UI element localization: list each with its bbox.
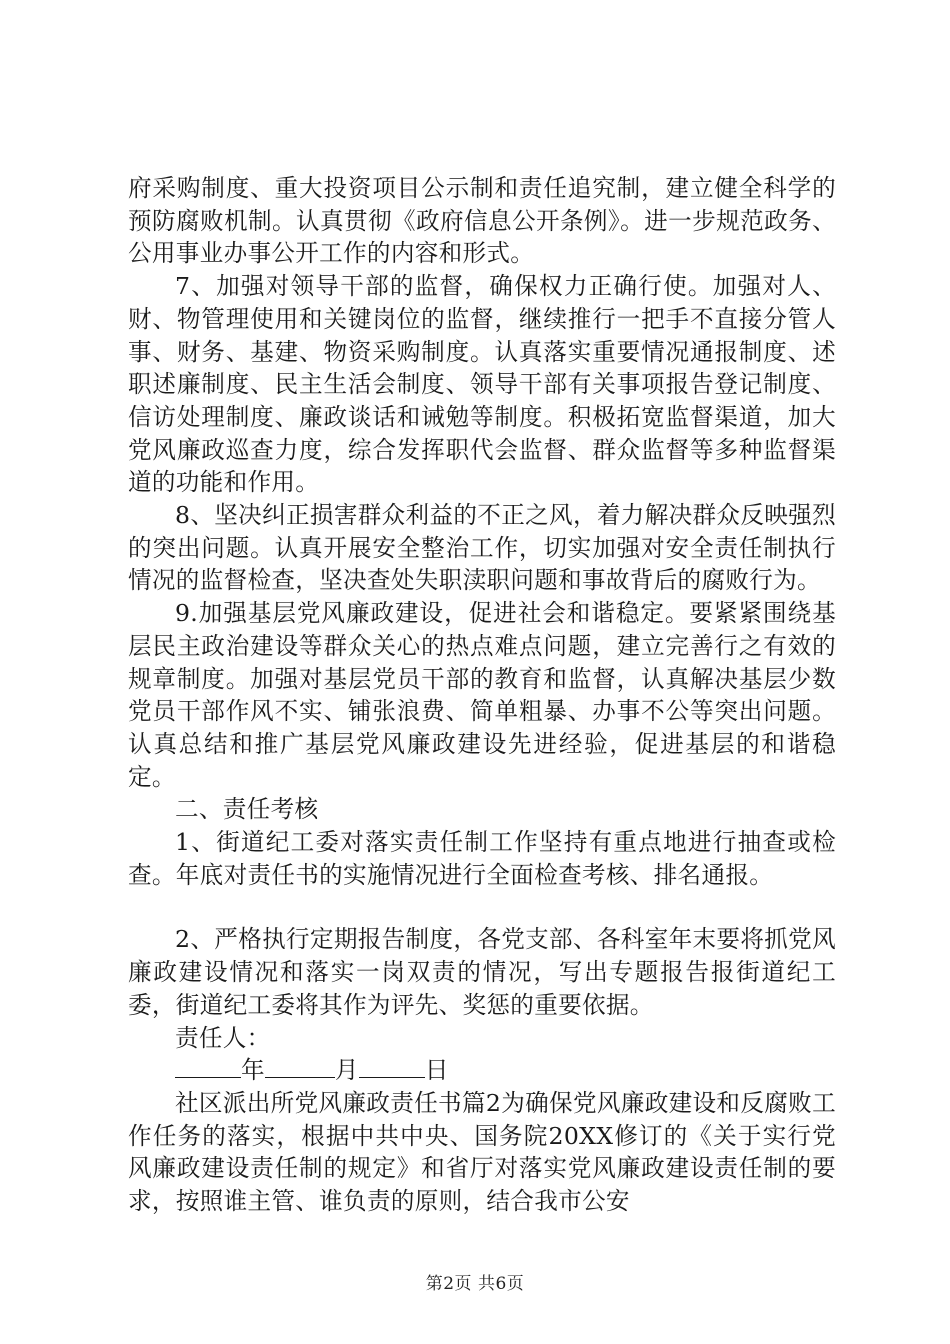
day-label: 日 [424,1056,449,1085]
year-blank [175,1055,241,1078]
date-line [128,1054,836,1087]
paragraph-continuation: 府采购制度、重大投资项目公示制和责任追究制，建立健全科学的预防腐败机制。认真贯彻《政府信息公开条例》。进一步规范政务、公用事业办事公开工作的内容和形式。 [128,174,836,268]
month-label: 月 [334,1056,359,1085]
paragraph-assessment-1: 1、街道纪工委对落实责任制工作坚持有重点地进行抽查或检查。年底对责任书的实施情况进行全面检查考核、排名通报。 [128,828,836,889]
day-blank [359,1055,425,1078]
paragraph-item-9: 9.加强基层党风廉政建设，促进社会和谐稳定。要紧紧围绕基层民主政治建设等群众关心的热点难点问题，建立完善行之有效的规章制度。加强对基层党员干部的教育和监督，认真解决基层少数党员干部作风不实、铺张浪费、简单粗暴、办事不公等突出问题。认真总结和推广基层党风廉政建设先进经验，促进基层的和谐稳定。 [128,599,836,791]
paragraph-item-8: 8、坚决纠正损害群众利益的不正之风，着力解决群众反映强烈的突出问题。认真开展安全整治工作，切实加强对安全责任制执行情况的监督检查，坚决查处失职渎职问题和事故背后的腐败行为。 [128,501,836,595]
paragraph-document-2-intro: 社区派出所党风廉政责任书篇2为确保党风廉政建设和反腐败工作任务的落实，根据中共中央、国务院20XX修订的《关于实行党风廉政建设责任制的规定》和省厅对落实党风廉政建设责任制的要求，按照谁主管、谁负责的原则，结合我市公安 [128,1088,836,1216]
document-body [128,172,836,1218]
year-label: 年 [241,1056,265,1085]
responsible-person-label: 责任人： [175,1023,271,1052]
month-blank [265,1055,335,1078]
section-heading: 二、责任考核 [175,795,319,824]
paragraph-assessment-2: 2、严格执行定期报告制度，各党支部、各科室年末要将抓党风廉政建设情况和落实一岗双责的情况，写出专题报告报街道纪工委，街道纪工委将其作为评先、奖惩的重要依据。 [128,925,836,1019]
paragraph-item-7: 7、加强对领导干部的监督，确保权力正确行使。加强对人、财、物管理使用和关键岗位的监督，继续推行一把手不直接分管人事、财务、基建、物资采购制度。认真落实重要情况通报制度、述职述廉制度、民主生活会制度、领导干部有关事项报告登记制度、信访处理制度、廉政谈话和诫勉等制度。积极拓宽监督渠道，加大党风廉政巡查力度，综合发挥职代会监督、群众监督等多种监督渠道的功能和作用。 [128,272,836,497]
page-number-footer: 第2页 共6页 [425,1274,525,1294]
